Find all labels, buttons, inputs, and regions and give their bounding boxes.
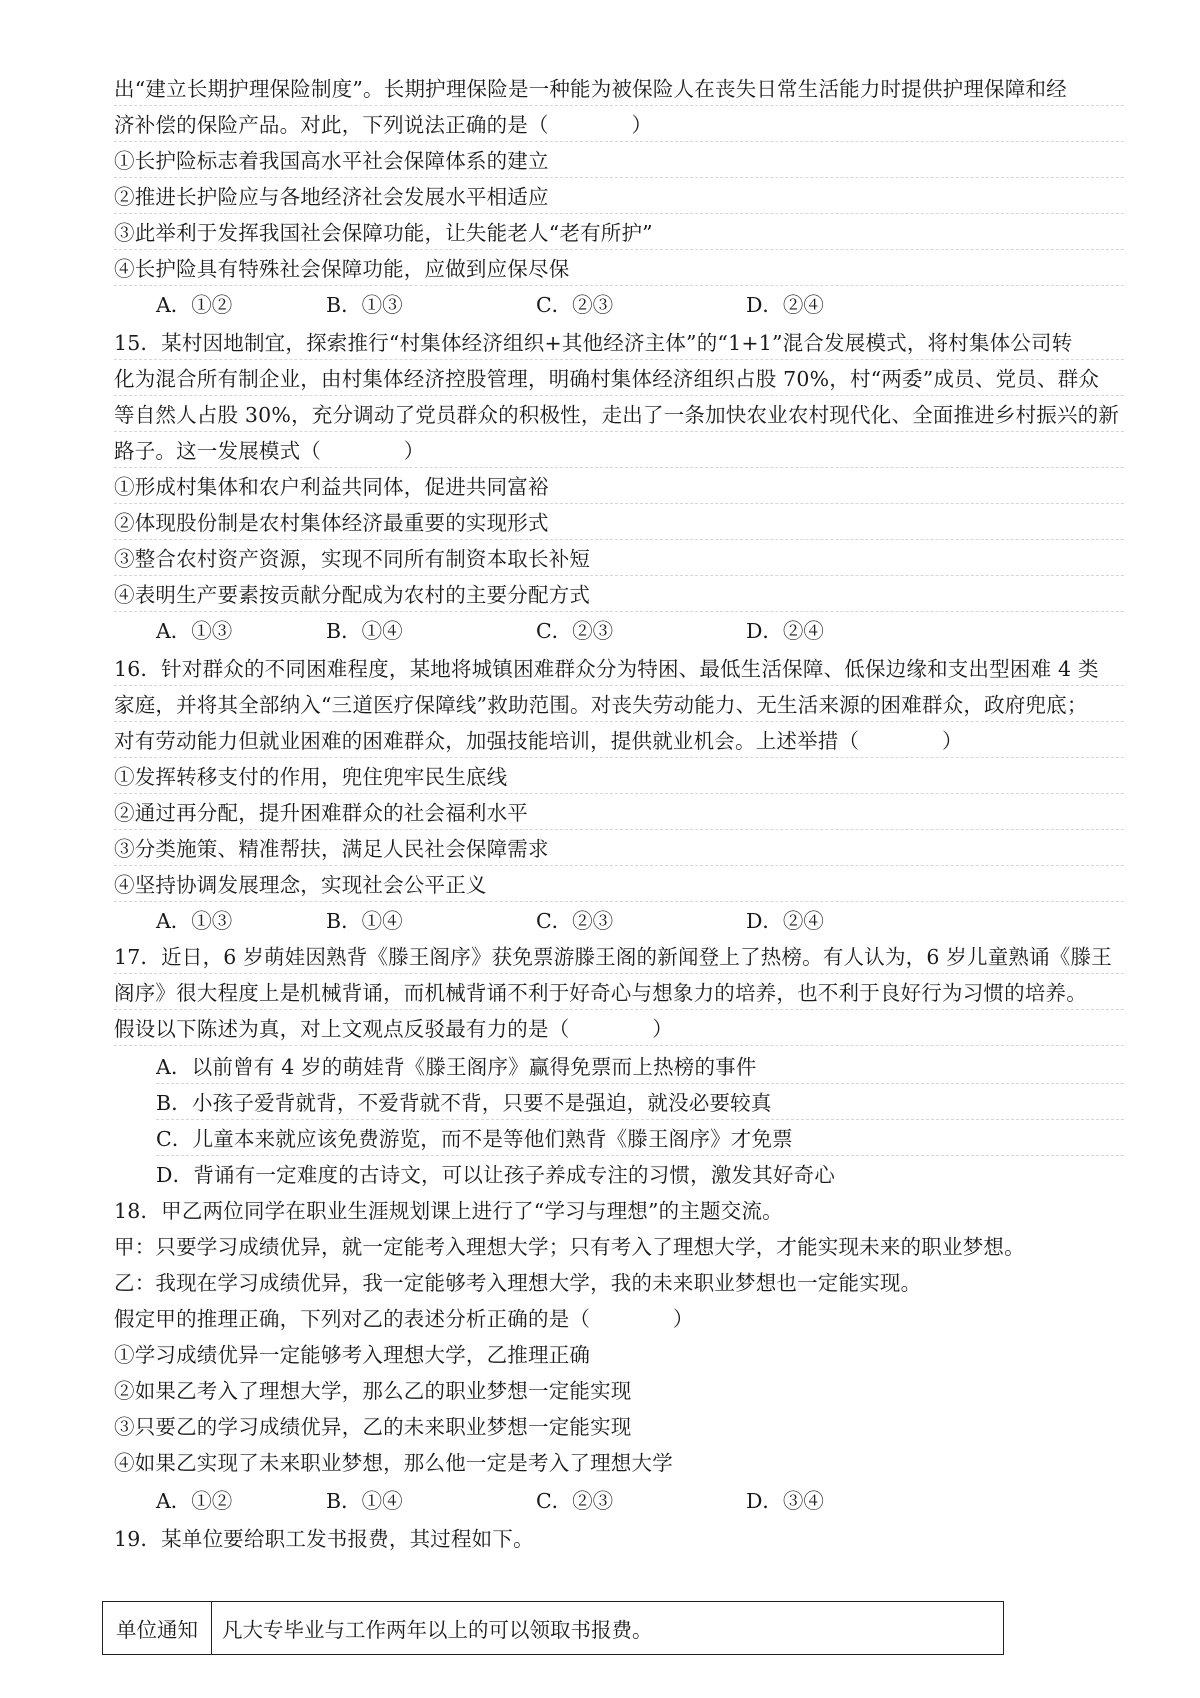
q15-item-2: ②体现股份制是农村集体经济最重要的实现形式: [114, 506, 1124, 540]
q16-options: [156, 904, 1124, 938]
q14-options: [156, 288, 1124, 322]
q18-option-c: C．②③: [536, 1489, 614, 1513]
q18-item-1: ①学习成绩优异一定能够考入理想大学，乙推理正确: [114, 1343, 591, 1367]
q16-text-line-1: 16．针对群众的不同困难程度，某地将城镇困难群众分为特困、最低生活保障、低保边缘和支出型困难 4 类: [114, 652, 1124, 686]
notice-label-cell: 单位通知: [103, 1602, 212, 1655]
q18-text-line-2: 甲：只要学习成绩优异，就一定能考入理想大学；只有考入了理想大学，才能实现未来的职业梦想。: [114, 1235, 1025, 1259]
q18-option-b: B．①④: [326, 1489, 403, 1513]
q16-text-line-2: 家庭，并将其全部纳入“三道医疗保障线”救助范围。对丧失劳动能力、无生活来源的困难群众，政府兜底；: [114, 688, 1124, 722]
q17-text-line-3: 假设以下陈述为真，对上文观点反驳最有力的是（ ）: [114, 1012, 1124, 1046]
q14-text-line-2: 济补偿的保险产品。对此，下列说法正确的是（ ）: [114, 108, 1124, 142]
q16-item-3: ③分类施策、精准帮扶，满足人民社会保障需求: [114, 832, 1124, 866]
q17-choice-c: C．儿童本来就应该免费游览，而不是等他们熟背《滕王阁序》才免票: [156, 1122, 1124, 1156]
q17-choice-b: B．小孩子爱背就背，不爱背就不背，只要不是强迫，就没必要较真: [156, 1086, 1124, 1120]
q18-option-d: D．③④: [746, 1489, 824, 1513]
q17-choice-a: A．以前曾有 4 岁的萌娃背《滕王阁序》赢得免票而上热榜的事件: [156, 1050, 1124, 1084]
q14-item-3: ③此举利于发挥我国社会保障功能，让失能老人“老有所护”: [114, 216, 1124, 250]
q16-item-1: ①发挥转移支付的作用，兜住兜牢民生底线: [114, 760, 1124, 794]
q18-text-line-3: 乙：我现在学习成绩优异，我一定能够考入理想大学，我的未来职业梦想也一定能实现。: [114, 1271, 922, 1295]
q18-text-line-1: 18．甲乙两位同学在职业生涯规划课上进行了“学习与理想”的主题交流。: [114, 1199, 783, 1223]
q15-option-c: C．②③: [536, 619, 614, 643]
q16-option-a: A．①③: [156, 909, 233, 933]
notice-content-cell: 凡大专毕业与工作两年以上的可以领取书报费。: [212, 1602, 1004, 1655]
q19-notice-table: [102, 1601, 1004, 1655]
q16-text-line-3: 对有劳动能力但就业困难的困难群众，加强技能培训，提供就业机会。上述举措（ ）: [114, 724, 1124, 758]
q15-options: [156, 614, 1124, 648]
q14-item-1: ①长护险标志着我国高水平社会保障体系的建立: [114, 144, 1124, 178]
q14-option-c: C．②③: [536, 293, 614, 317]
q14-item-4: ④长护险具有特殊社会保障功能，应做到应保尽保: [114, 252, 1124, 286]
q15-option-b: B．①④: [326, 619, 403, 643]
q16-option-b: B．①④: [326, 909, 403, 933]
q15-option-a: A．①③: [156, 619, 233, 643]
q19-intro: 19．某单位要给职工发书报费，其过程如下。: [114, 1527, 534, 1551]
q15-text-line-3: 等自然人占股 30%，充分调动了党员群众的积极性，走出了一条加快农业农村现代化、全面推进乡村振兴的新: [114, 398, 1124, 432]
q18-item-3: ③只要乙的学习成绩优异，乙的未来职业梦想一定能实现: [114, 1415, 632, 1439]
q15-option-d: D．②④: [746, 619, 824, 643]
q16-item-4: ④坚持协调发展理念，实现社会公平正义: [114, 868, 1124, 902]
q14-option-b: B．①③: [326, 293, 403, 317]
q14-option-d: D．②④: [746, 293, 824, 317]
table-row: [103, 1602, 1004, 1655]
q15-item-1: ①形成村集体和农户利益共同体，促进共同富裕: [114, 470, 1124, 504]
q17-choice-d: D．背诵有一定难度的古诗文，可以让孩子养成专注的习惯，激发其好奇心: [156, 1163, 836, 1187]
q15-text-line-1: 15．某村因地制宜，探索推行“村集体经济组织+其他经济主体”的“1+1”混合发展模式，将村集体公司转: [114, 326, 1124, 360]
q16-option-c: C．②③: [536, 909, 614, 933]
q14-text-line-1: 出“建立长期护理保险制度”。长期护理保险是一种能为被保险人在丧失日常生活能力时提供护理保障和经: [114, 72, 1124, 106]
q15-text-line-4: 路子。这一发展模式（ ）: [114, 434, 1124, 468]
q15-item-4: ④表明生产要素按贡献分配成为农村的主要分配方式: [114, 578, 1124, 612]
q18-option-a: A．①②: [156, 1489, 233, 1513]
q14-option-a: A．①②: [156, 293, 233, 317]
q15-text-line-2: 化为混合所有制企业，由村集体经济控股管理，明确村集体经济组织占股 70%，村“两委”成员、党员、群众: [114, 362, 1124, 396]
q16-item-2: ②通过再分配，提升困难群众的社会福利水平: [114, 796, 1124, 830]
q17-text-line-2: 阁序》很大程度上是机械背诵，而机械背诵不利于好奇心与想象力的培养，也不利于良好行为习惯的培养。: [114, 976, 1124, 1010]
q16-option-d: D．②④: [746, 909, 824, 933]
q15-item-3: ③整合农村资产资源，实现不同所有制资本取长补短: [114, 542, 1124, 576]
q18-item-4: ④如果乙实现了未来职业梦想，那么他一定是考入了理想大学: [114, 1451, 673, 1475]
q18-options: [156, 1484, 1124, 1518]
q17-text-line-1: 17．近日，6 岁萌娃因熟背《滕王阁序》获免票游滕王阁的新闻登上了热榜。有人认为，6 岁儿童熟诵《滕王: [114, 940, 1124, 974]
q18-text-line-4: 假定甲的推理正确，下列对乙的表述分析正确的是（ ）: [114, 1307, 694, 1331]
q18-item-2: ②如果乙考入了理想大学，那么乙的职业梦想一定能实现: [114, 1379, 632, 1403]
q14-item-2: ②推进长护险应与各地经济社会发展水平相适应: [114, 180, 1124, 214]
